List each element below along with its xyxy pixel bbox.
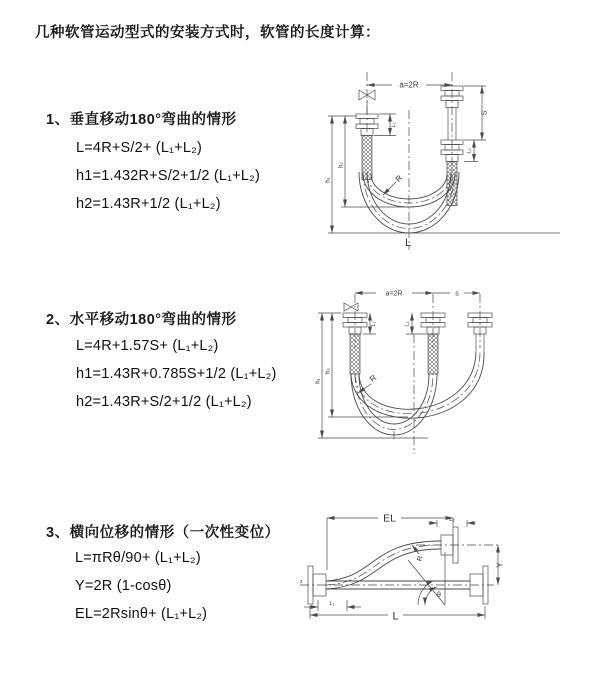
dimension-l2 bbox=[428, 517, 476, 527]
axis-mark: z bbox=[300, 579, 303, 585]
dim-label-h2: h₂ bbox=[325, 368, 332, 374]
dim-label-h1: h₁ bbox=[325, 177, 332, 183]
radius-callout bbox=[412, 545, 425, 562]
diagram-horizontal-180-bend bbox=[308, 286, 588, 464]
dim-label-L: L bbox=[392, 610, 399, 623]
hose-moved-position bbox=[351, 352, 484, 418]
hose-original-position bbox=[351, 374, 437, 435]
braid-section bbox=[428, 334, 438, 374]
section-1-heading: 1、垂直移动180°弯曲的情形 bbox=[46, 112, 237, 128]
left-fitting bbox=[356, 114, 378, 180]
dim-label-r: R bbox=[416, 555, 425, 562]
dim-label-r: R bbox=[393, 173, 405, 184]
dim-label-r: R bbox=[368, 373, 379, 384]
section-1-formula-h2: h2=1.43R+1/2 (L₁+L₂) bbox=[76, 196, 221, 212]
section-2-heading: 2、水平移动180°弯曲的情形 bbox=[46, 312, 237, 328]
dim-label-l2: L₂ bbox=[449, 517, 455, 523]
valve-icon bbox=[344, 303, 358, 311]
centerlines bbox=[355, 294, 480, 454]
middle-fitting bbox=[421, 313, 445, 374]
diagram-lateral-displacement bbox=[298, 500, 600, 652]
dim-label-h2: h₂ bbox=[338, 162, 345, 168]
section-2-formula-h2: h2=1.43R+S/2+1/2 (L₁+L₂) bbox=[76, 394, 252, 410]
dim-label-h1: h₁ bbox=[315, 378, 322, 384]
dimension-l1 bbox=[304, 600, 361, 611]
dim-label-el: EL bbox=[383, 512, 396, 525]
left-fitting bbox=[343, 313, 367, 374]
dim-label-a2r: a=2R bbox=[385, 290, 403, 298]
section-2-formula-h1: h1=1.43R+0.785S+1/2 (L₁+L₂) bbox=[76, 366, 277, 382]
dimension-a2r bbox=[367, 81, 452, 90]
hose-displaced-position bbox=[326, 541, 441, 589]
dim-label-s: s bbox=[455, 290, 459, 298]
centerlines bbox=[367, 72, 452, 250]
dimension-l2 bbox=[405, 313, 427, 334]
section-2-formula-L: L=4R+1.57S+ (L₁+L₂) bbox=[76, 338, 219, 354]
dimension-y bbox=[496, 545, 505, 585]
section-3-formula-EL: EL=2Rsinθ+ (L₁+L₂) bbox=[75, 606, 208, 622]
dim-label-l2: L₂ bbox=[404, 321, 411, 327]
dim-label-l1: L₁ bbox=[391, 122, 397, 128]
dimension-h2 bbox=[326, 313, 409, 417]
dim-label-L: L bbox=[404, 237, 412, 249]
section-3-formula-Y: Y=2R (1-cosθ) bbox=[75, 578, 172, 594]
dim-label-theta: θ bbox=[437, 592, 441, 599]
page-title: 几种软管运动型式的安装方式时，软管的长度计算： bbox=[35, 25, 380, 41]
dimension-l1 bbox=[374, 114, 397, 136]
radius-callout bbox=[383, 173, 404, 195]
dim-label-l1: L₁ bbox=[329, 601, 335, 607]
dim-label-a2r: a=2R bbox=[399, 80, 419, 90]
diagram-vertical-180-bend bbox=[312, 68, 582, 258]
section-1-formula-L: L=4R+S/2+ (L₁+L₂) bbox=[76, 140, 202, 156]
section-3-formula-L: L=πRθ/90+ (L₁+L₂) bbox=[75, 550, 201, 566]
dimension-l1 bbox=[363, 313, 377, 334]
section-3-heading: 3、横向位移的情形（一次性变位） bbox=[46, 525, 280, 541]
dimension-l bbox=[310, 606, 485, 623]
section-1-formula-h1: h1=1.432R+S/2+1/2 (L₁+L₂) bbox=[76, 168, 261, 184]
dim-label-l1: L₁ bbox=[371, 321, 377, 327]
dim-label-s: S bbox=[479, 110, 489, 116]
dimension-s bbox=[464, 86, 489, 140]
angle-construction bbox=[408, 552, 445, 605]
dimension-a2r bbox=[355, 291, 480, 298]
dim-label-y: Y bbox=[495, 562, 505, 568]
dim-label-l2: L₂ bbox=[466, 148, 473, 154]
braid-section bbox=[350, 334, 360, 374]
dimension-l2 bbox=[464, 140, 478, 162]
